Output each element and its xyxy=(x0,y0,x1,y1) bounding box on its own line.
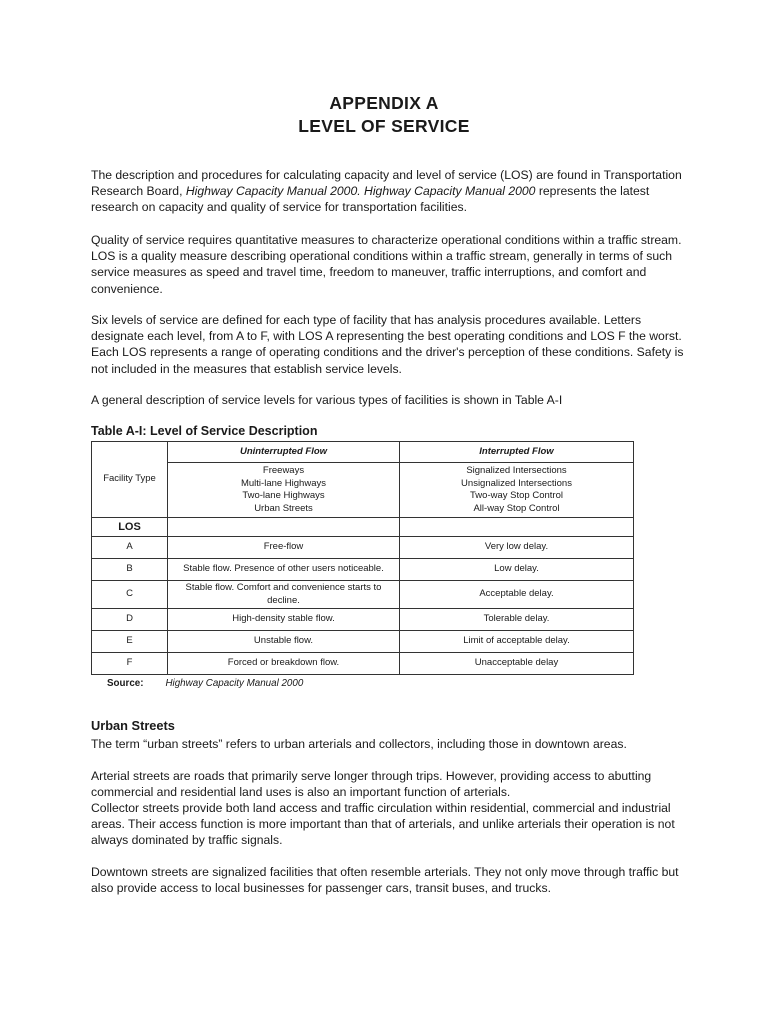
los-grade: E xyxy=(92,631,168,653)
uninterrupted-facilities-cell xyxy=(168,463,400,518)
facility-types-row xyxy=(92,463,634,518)
facility-type-cell xyxy=(92,442,168,518)
empty-cell xyxy=(400,518,634,537)
interrupted-flow-header: Interrupted Flow xyxy=(400,442,634,463)
intro-paragraph xyxy=(91,167,691,216)
interrupted-description: Acceptable delay. xyxy=(400,581,634,609)
los-grade: A xyxy=(92,537,168,559)
table-reference-paragraph: A general description of service levels for various types of facilities is shown in Table A-I xyxy=(91,393,563,407)
table-header-row xyxy=(92,442,634,463)
quality-of-service-paragraph: Quality of service requires quantitative measures to characterize operational conditions within a traffic stream. LOS is a quality measure describing operational conditions within a traffic stream, generally in terms of such service measures as speed and travel time, freedom to maneuver, traffic interruptions, and comfort and convenience. xyxy=(91,233,682,296)
intro-text-c: represents the latest research on capacity and quality of service for transportation facilities. xyxy=(91,184,650,215)
table-row xyxy=(92,609,634,631)
table-row xyxy=(92,653,634,675)
los-grade: F xyxy=(92,653,168,675)
interrupted-description: Low delay. xyxy=(400,559,634,581)
los-grade: D xyxy=(92,609,168,631)
appendix-title: APPENDIX A xyxy=(329,93,439,113)
table-row xyxy=(92,537,634,559)
source-citation: Highway Capacity Manual 2000 xyxy=(165,678,304,689)
interrupted-description: Very low delay. xyxy=(400,537,634,559)
interrupted-description: Unacceptable delay xyxy=(400,653,634,675)
urban-streets-definition: The term “urban streets” refers to urban arterials and collectors, including those in downtown areas. xyxy=(91,737,627,751)
los-grade: B xyxy=(92,559,168,581)
los-table xyxy=(91,441,634,675)
table-source xyxy=(107,678,303,690)
hcm-citation-2: Highway Capacity Manual 2000 xyxy=(364,184,536,199)
interrupted-description: Tolerable delay. xyxy=(400,609,634,631)
empty-cell xyxy=(168,518,400,537)
table-row xyxy=(92,631,634,653)
los-column-label: LOS xyxy=(92,518,168,537)
table-row xyxy=(92,581,634,609)
uninterrupted-description: Forced or breakdown flow. xyxy=(168,653,400,675)
uninterrupted-description: Unstable flow. xyxy=(168,631,400,653)
downtown-streets-paragraph: Downtown streets are signalized facilities that often resemble arterials. They not only move through traffic but also provide access to local businesses for passenger cars, transit buses, and trucks. xyxy=(91,865,679,896)
interrupted-description: Limit of acceptable delay. xyxy=(400,631,634,653)
interrupted-facilities-cell xyxy=(400,463,634,518)
table-row xyxy=(92,559,634,581)
arterial-streets-paragraph: Arterial streets are roads that primarily serve longer through trips. However, providing access to abutting commercial and residential land uses is also an important function of arterials. xyxy=(91,769,652,800)
uninterrupted-description: Free-flow xyxy=(168,537,400,559)
hcm-citation-1: Highway Capacity Manual 2000. xyxy=(185,184,361,199)
six-levels-paragraph: Six levels of service are defined for each type of facility that has analysis procedures available. Letters designate each level, from A to F, with LOS A representing the best operating conditions and LOS F the worst. Each LOS represents a range of operating conditions and the driver's perception of these conditions. Safety is not included in the measures that establish service levels. xyxy=(91,313,684,376)
intro-text-a: The description and procedures for calculating capacity and level of service (LOS) are found in Transportation Research Board, xyxy=(91,168,682,199)
facility-item: Freeways xyxy=(262,465,305,476)
los-header-row xyxy=(92,518,634,537)
uninterrupted-description: High-density stable flow. xyxy=(168,609,400,631)
facility-item: All-way Stop Control xyxy=(473,502,560,514)
facility-item: Urban Streets xyxy=(254,502,313,514)
los-grade: C xyxy=(92,581,168,609)
uninterrupted-description: Stable flow. Comfort and convenience starts to decline. xyxy=(168,581,400,609)
facility-item: Multi-lane Highways xyxy=(240,477,326,489)
uninterrupted-flow-header: Uninterrupted Flow xyxy=(168,442,400,463)
facility-item: Unsignalized Intersections xyxy=(461,477,572,489)
collector-streets-paragraph: Collector streets provide both land access and traffic circulation within residential, commercial and industrial areas. Their access function is more important than that of arterials, and unlike arterials their operation is not always dominated by traffic signals. xyxy=(91,801,675,848)
uninterrupted-description: Stable flow. Presence of other users noticeable. xyxy=(168,559,400,581)
facility-item: Signalized Intersections xyxy=(466,465,567,476)
appendix-subtitle: LEVEL OF SERVICE xyxy=(298,116,470,136)
urban-streets-heading: Urban Streets xyxy=(91,718,175,733)
source-label: Source: xyxy=(107,678,144,689)
table-caption: Table A-I: Level of Service Description xyxy=(91,424,318,438)
facility-type-label: Facility Type xyxy=(103,473,156,485)
facility-item: Two-lane Highways xyxy=(242,490,325,501)
facility-item: Two-way Stop Control xyxy=(470,490,563,501)
